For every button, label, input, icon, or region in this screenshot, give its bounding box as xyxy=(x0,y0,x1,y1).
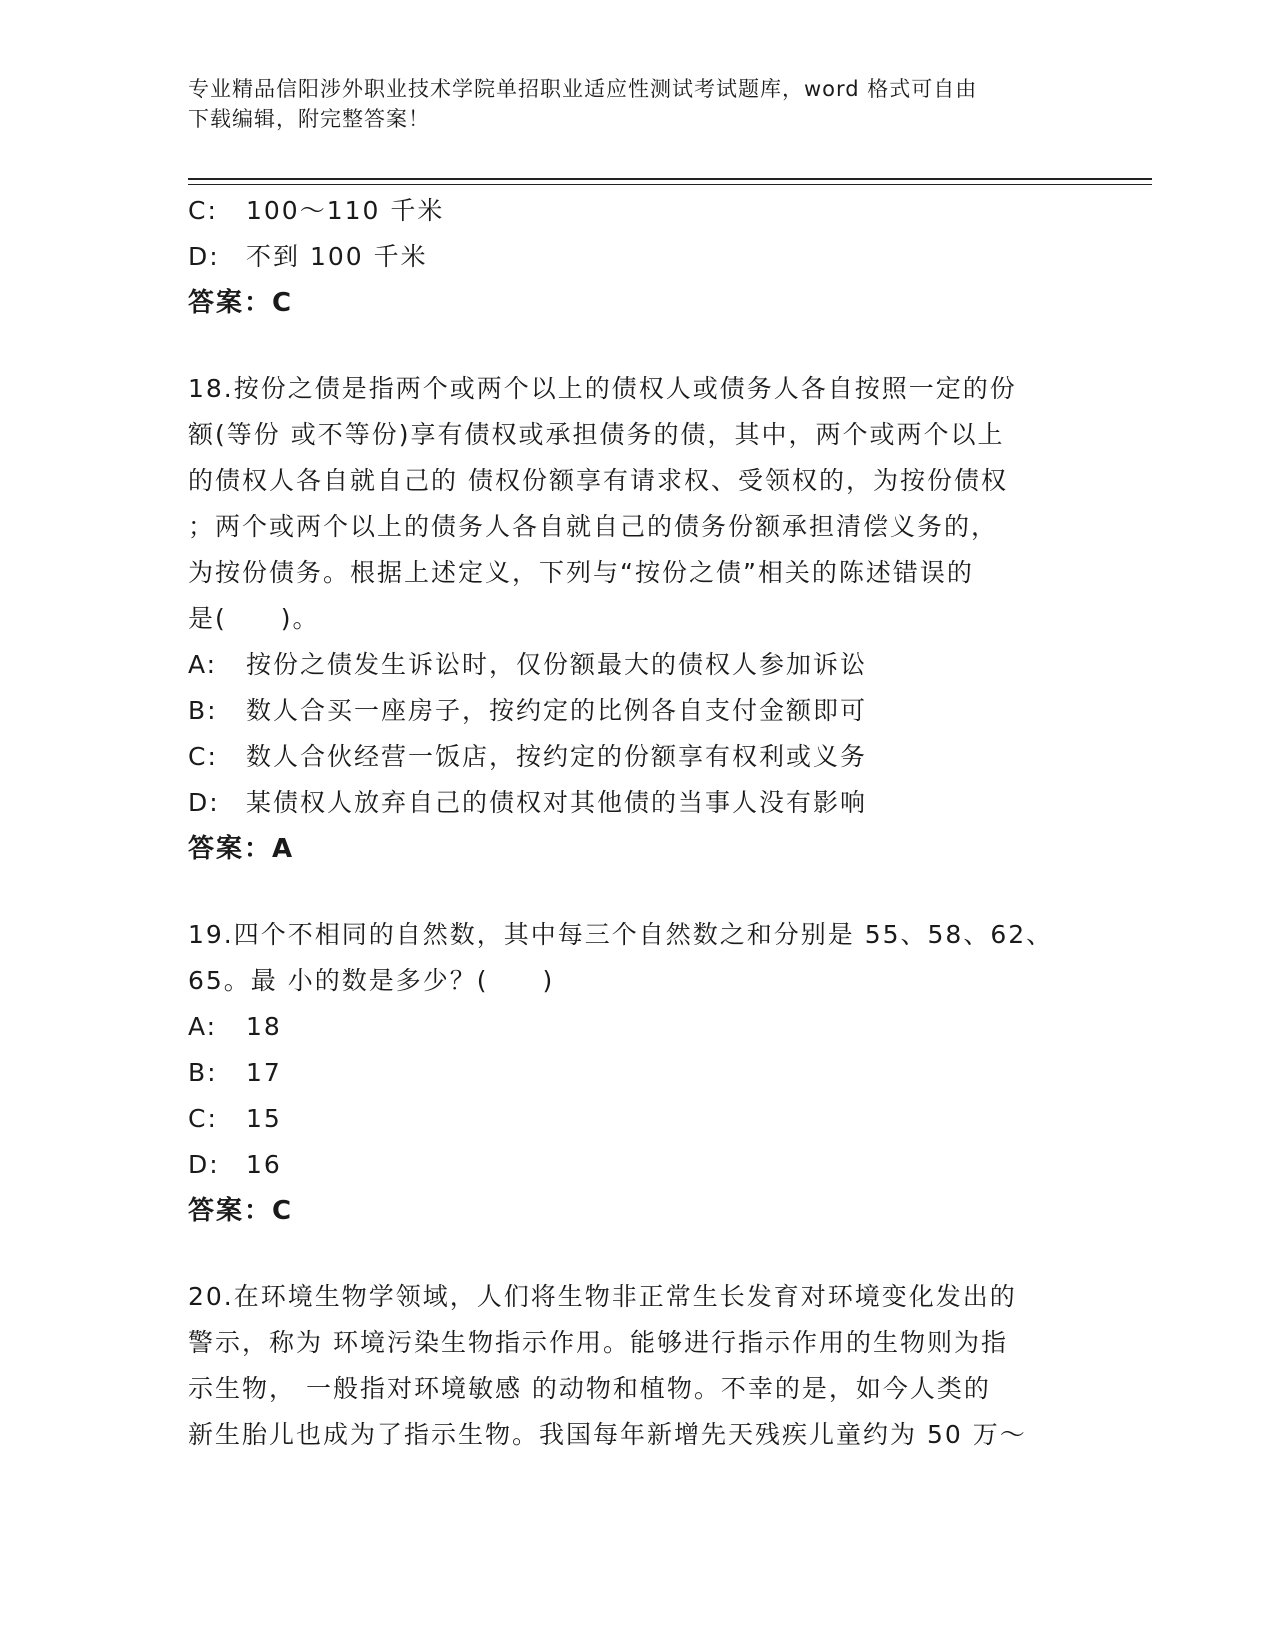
question-19 xyxy=(188,912,1088,1234)
page-header xyxy=(188,74,1088,134)
question-text-line: 18.按份之债是指两个或两个以上的债权人或债务人各自按照一定的份 xyxy=(188,374,1017,403)
option-letter: B: xyxy=(188,696,218,725)
option-row xyxy=(188,688,1088,734)
option-letter: C: xyxy=(188,742,218,771)
question-text-line: 19.四个不相同的自然数，其中每三个自然数之和分别是 55、58、62、 xyxy=(188,920,1054,949)
option-row xyxy=(188,642,1088,688)
option-row xyxy=(188,1096,1088,1142)
header-rule-thick xyxy=(188,178,1152,180)
option-row xyxy=(188,234,1088,280)
option-row xyxy=(188,734,1088,780)
spacer xyxy=(188,872,1088,912)
question-text-line: 额(等份 或不等份)享有债权或承担债务的债，其中，两个或两个以上 xyxy=(188,420,1005,449)
header-line-2: 下载编辑，附完整答案！ xyxy=(188,107,430,131)
question-text-line: 为按份债务。根据上述定义，下列与“按份之债”相关的陈述错误的 xyxy=(188,558,974,587)
question-20 xyxy=(188,1274,1088,1458)
question-text-line: 是( )。 xyxy=(188,604,320,633)
option-row xyxy=(188,1004,1088,1050)
option-text: 15 xyxy=(246,1104,282,1133)
question-text-line: ；两个或两个以上的债务人各自就自己的债务份额承担清偿义务的， xyxy=(188,512,999,541)
option-row xyxy=(188,1050,1088,1096)
option-text: 不到 100 千米 xyxy=(246,242,428,271)
question-text-line: 20.在环境生物学领域，人们将生物非正常生长发育对环境变化发出的 xyxy=(188,1282,1017,1311)
option-row xyxy=(188,780,1088,826)
option-text: 按份之债发生诉讼时，仅份额最大的债权人参加诉讼 xyxy=(246,650,868,679)
question-17-tail xyxy=(188,188,1088,326)
option-letter: A: xyxy=(188,1012,218,1041)
option-letter: B: xyxy=(188,1058,218,1087)
option-letter: A: xyxy=(188,650,218,679)
answer-line: 答案：C xyxy=(188,288,294,318)
question-18 xyxy=(188,366,1088,872)
option-text: 数人合伙经营一饭店，按约定的份额享有权利或义务 xyxy=(246,742,868,771)
question-text-line: 警示，称为 环境污染生物指示作用。能够进行指示作用的生物则为指 xyxy=(188,1328,1008,1357)
spacer xyxy=(188,1234,1088,1274)
page-content xyxy=(188,188,1088,1458)
option-letter: C: xyxy=(188,1104,218,1133)
answer-line: 答案：C xyxy=(188,1196,294,1226)
option-text: 100～110 千米 xyxy=(246,196,445,225)
option-text: 18 xyxy=(246,1012,282,1041)
option-letter: D: xyxy=(188,1150,220,1179)
option-text: 16 xyxy=(246,1150,282,1179)
header-line-1: 专业精品信阳涉外职业技术学院单招职业适应性测试考试题库，word 格式可自由 xyxy=(188,77,978,101)
question-text-line: 新生胎儿也成为了指示生物。我国每年新增先天残疾儿童约为 50 万～ xyxy=(188,1420,1027,1449)
option-row xyxy=(188,1142,1088,1188)
option-letter: D: xyxy=(188,242,220,271)
question-text-line: 示生物， 一般指对环境敏感 的动物和植物。不幸的是，如今人类的 xyxy=(188,1374,991,1403)
option-letter: C: xyxy=(188,196,218,225)
question-text-line: 65。最 小的数是多少？( ) xyxy=(188,966,555,995)
answer-line: 答案：A xyxy=(188,834,295,864)
spacer xyxy=(188,326,1088,366)
option-row xyxy=(188,188,1088,234)
option-letter: D: xyxy=(188,788,220,817)
header-rule-thin xyxy=(188,184,1152,185)
option-text: 数人合买一座房子，按约定的比例各自支付金额即可 xyxy=(246,696,868,725)
option-text: 某债权人放弃自己的债权对其他债的当事人没有影响 xyxy=(246,788,868,817)
option-text: 17 xyxy=(246,1058,282,1087)
question-text-line: 的债权人各自就自己的 债权份额享有请求权、受领权的，为按份债权 xyxy=(188,466,1008,495)
